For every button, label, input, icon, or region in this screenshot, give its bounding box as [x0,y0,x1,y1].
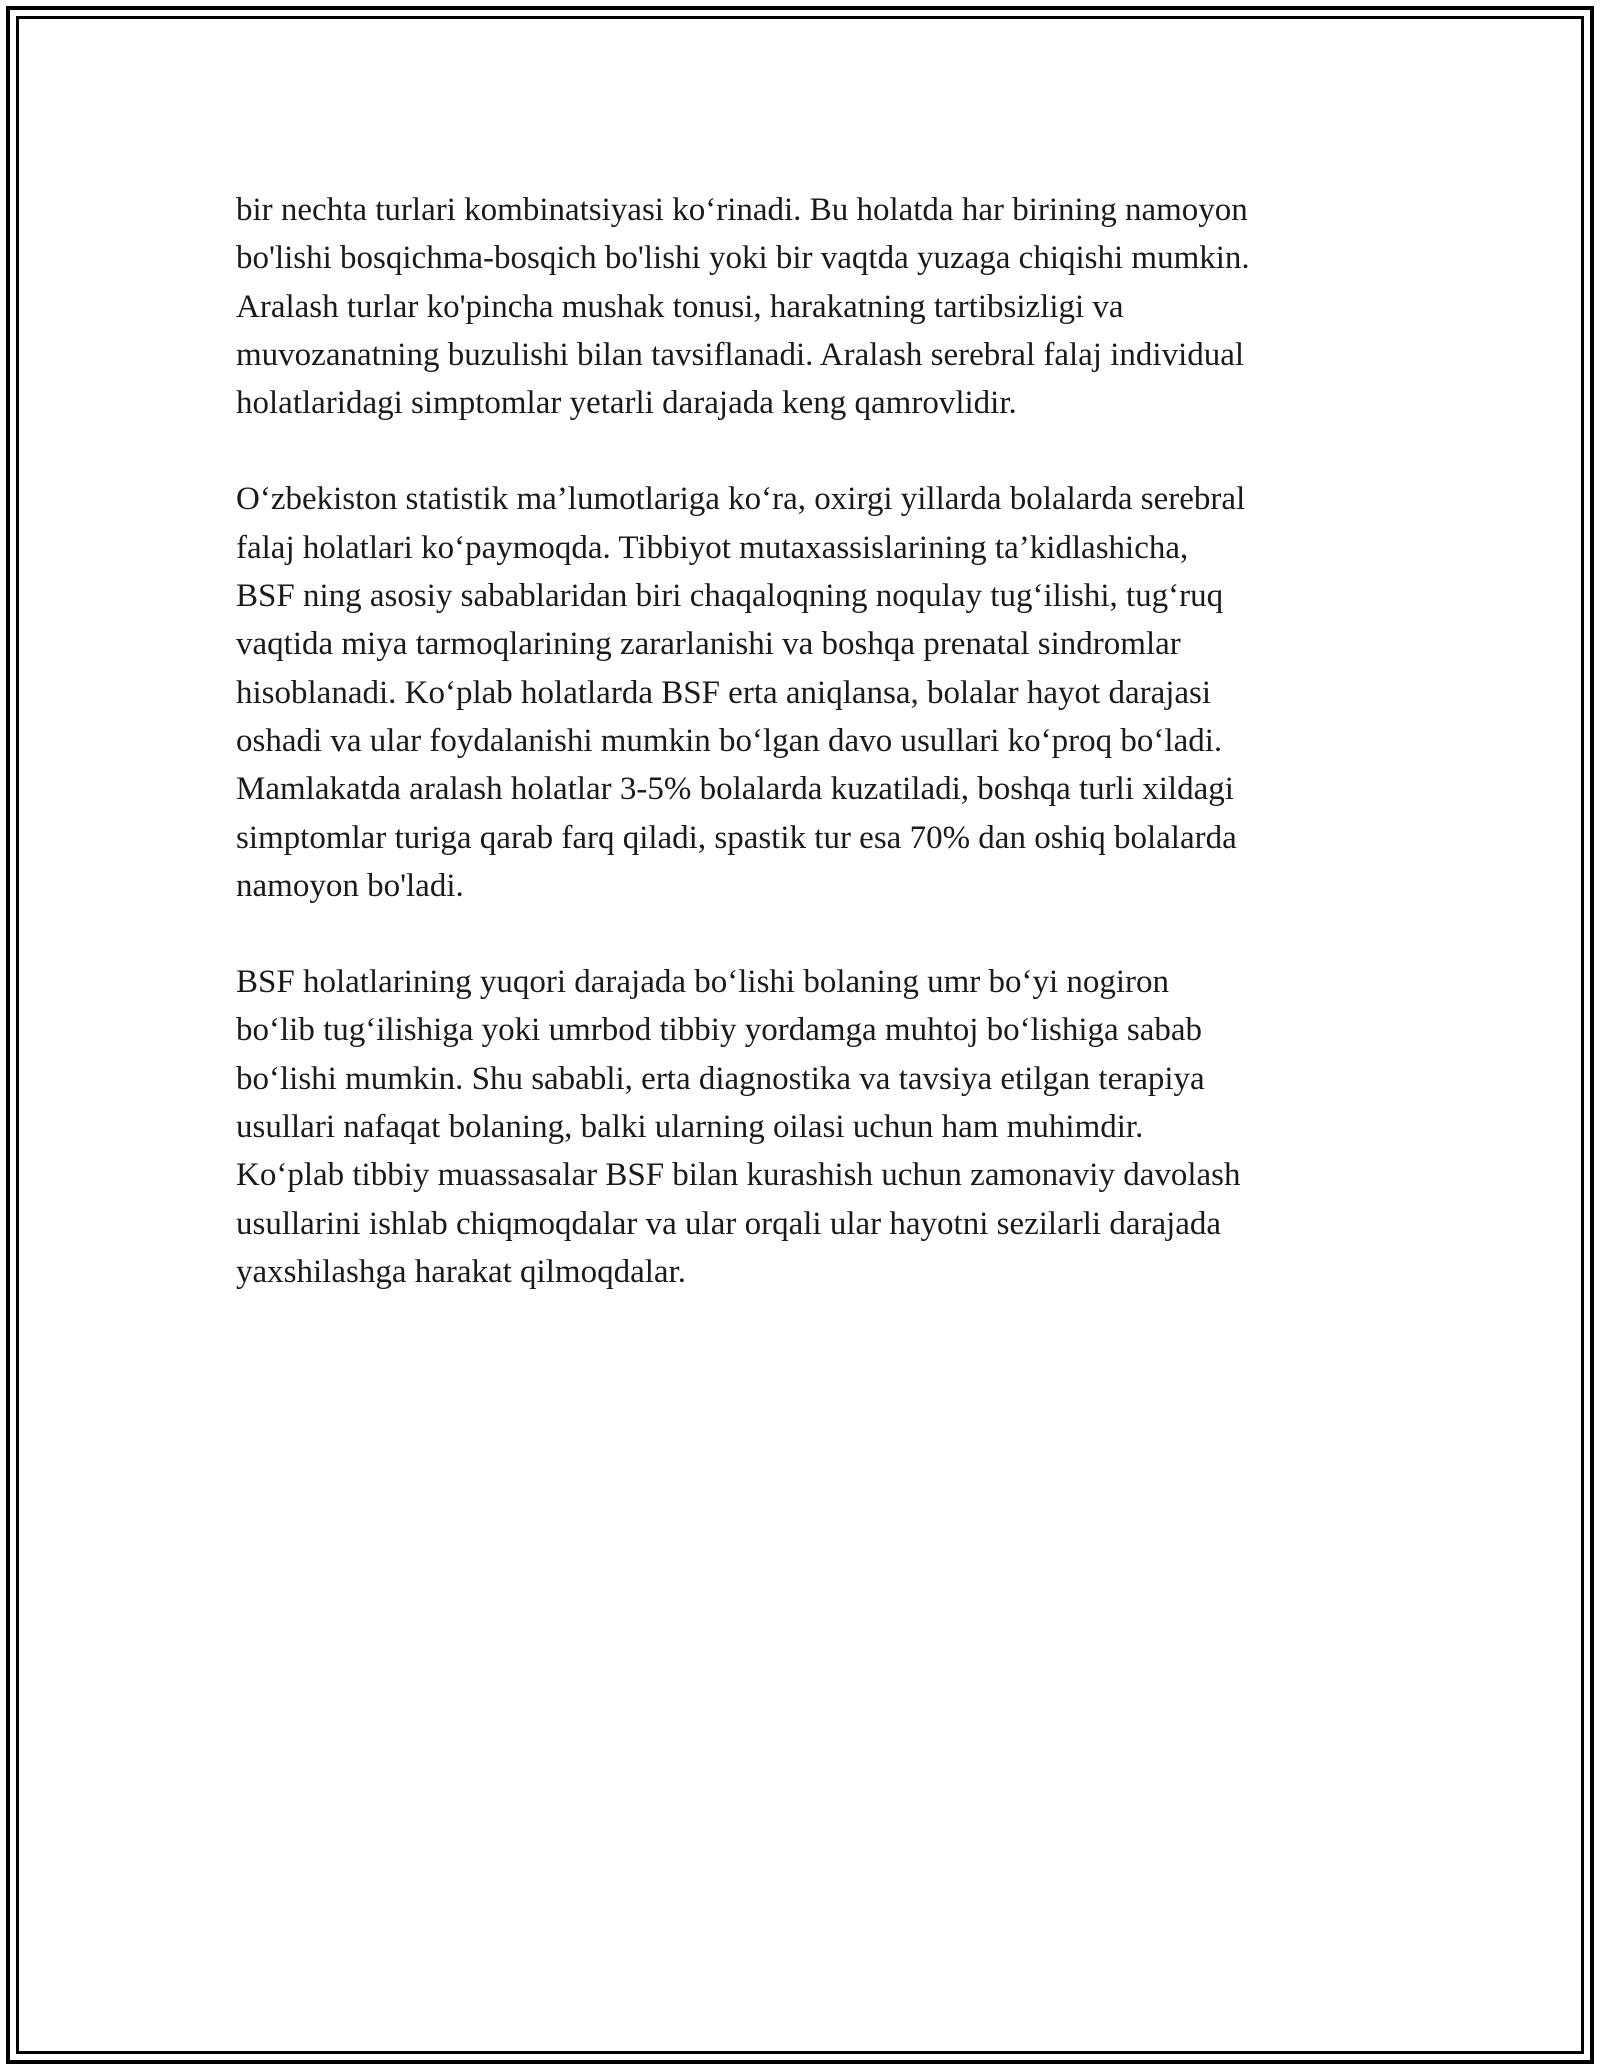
text-line: Mamlakatda aralash holatlar 3-5% bolalarda kuzatiladi, boshqa turli xildagi [236,771,1234,808]
text-line: bo‘lishi mumkin. Shu sababli, erta diagnostika va tavsiya etilgan terapiya [236,1060,1205,1097]
text-line: bir nechta turlari kombinatsiyasi ko‘rinadi. Bu holatda har birining namoyon [236,192,1248,228]
text-line: falaj holatlari ko‘paymoqda. Tibbiyot mutaxassislarining ta’kidlashicha, [236,529,1189,566]
text-line: bo'lishi bosqichma-bosqich bo'lishi yoki bir vaqtda yuzaga chiqishi mumkin. [236,240,1250,277]
text-line: usullarini ishlab chiqmoqdalar va ular orqali ular hayotni sezilarli darajada [236,1205,1222,1242]
text-line: namoyon bo'ladi. [236,867,464,904]
text-line: Ko‘plab tibbiy muassasalar BSF bilan kurashish uchun zamonaviy davolash [236,1157,1241,1194]
text-line: hisoblanadi. Ko‘plab holatlarda BSF erta aniqlansa, bolalar hayot darajasi [236,674,1212,711]
document-body [236,186,1376,1344]
text-line: BSF holatlarining yuqori darajada bo‘lishi bolaning umr bo‘yi nogiron [236,964,1170,1001]
text-line: muvozanatning buzulishi bilan tavsiflanadi. Aralash serebral falaj individual [236,336,1245,373]
text-line: vaqtida miya tarmoqlarining zararlanishi va boshqa prenatal sindromlar [236,626,1181,663]
paragraph-uzbekistan-statistics [236,475,1376,910]
text-line: usullari nafaqat bolaning, balki ularning oilasi uchun ham muhimdir. [236,1109,1144,1146]
text-line: yaxshilashga harakat qilmoqdalar. [236,1253,686,1290]
text-line: bo‘lib tug‘ilishiga yoki umrbod tibbiy yordamga muhtoj bo‘lishiga sabab [236,1012,1203,1049]
text-line: BSF ning asosiy sabablaridan biri chaqaloqning noqulay tug‘ilishi, tug‘ruq [236,578,1224,615]
text-line: oshadi va ular foydalanishi mumkin bo‘lgan davo usullari ko‘proq bo‘ladi. [236,722,1223,759]
text-line: simptomlar turiga qarab farq qiladi, spastik tur esa 70% dan oshiq bolalarda [236,819,1237,856]
text-line: holatlaridagi simptomlar yetarli darajada keng qamrovlidir. [236,385,1017,422]
paragraph-bsf-consequences [236,958,1376,1296]
text-line: O‘zbekiston statistik ma’lumotlariga ko‘ra, oxirgi yillarda bolalarda serebral [236,481,1246,518]
text-line: Aralash turlar ko'pincha mushak tonusi, harakatning tartibsizligi va [236,288,1124,325]
paragraph-mixed-types [236,186,1376,427]
